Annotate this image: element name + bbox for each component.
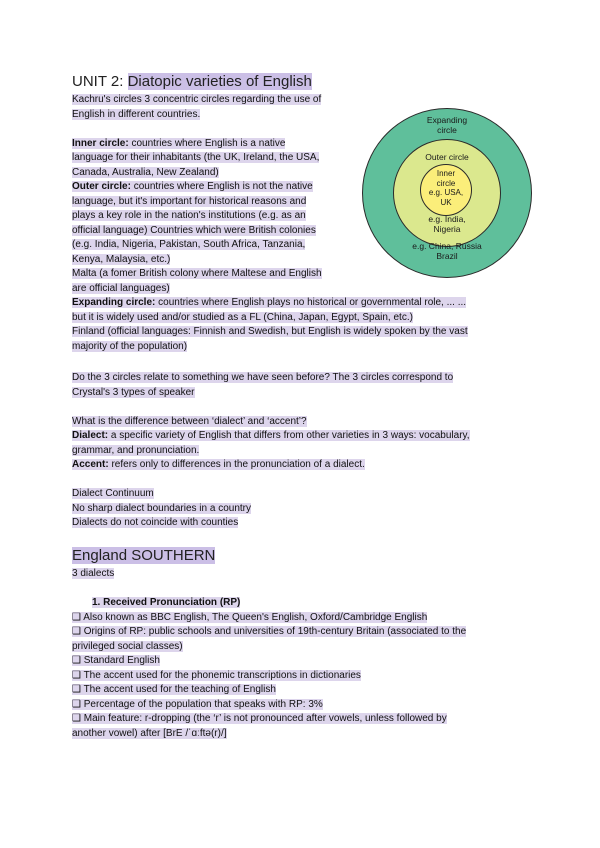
- unit-title: Diatopic varieties of English: [127, 73, 312, 90]
- outer-circle-line: are official languages): [72, 282, 170, 294]
- question-dialect-accent: What is the difference between ‘dialect’ and ‘accent’?: [72, 415, 307, 427]
- outer-circle-line: plays a key role in the nation's institutions (e.g. as an: [72, 210, 306, 221]
- kachru-intro-line: English in different countries.: [72, 108, 201, 120]
- outer-circle-label: Outer circle:: [72, 181, 131, 192]
- outer-circle-line: (e.g. India, Nigeria, Pakistan, South Africa, Tanzania,: [72, 239, 306, 250]
- rp-heading: 1. Received Pronunciation (RP): [92, 597, 241, 608]
- outer-circle-line: Kenya, Malaysia, etc.): [72, 253, 171, 265]
- england-title: England SOUTHERN: [72, 547, 216, 564]
- continuum-line: Dialects do not coincide with counties: [72, 517, 239, 528]
- accent-definition: refers only to differences in the pronunciation of a dialect.: [108, 459, 365, 470]
- inner-circle-line: countries where English is a native: [128, 137, 286, 149]
- outer-circle-line: language, but it's important for historical reasons and: [72, 195, 307, 207]
- rp-bullet: ❑ The accent used for the teaching of English: [72, 684, 276, 695]
- outer-circle-line: official language) Countries which were British colonies: [72, 224, 316, 236]
- dialect-definition: grammar, and pronunciation.: [72, 444, 200, 456]
- accent-label: Accent:: [72, 459, 109, 470]
- england-subtitle: 3 dialects: [72, 568, 115, 579]
- expanding-circle-label: Expanding circle:: [72, 297, 156, 308]
- question-circles-line: Do the 3 circles relate to something we have seen before? The 3 circles correspond to: [72, 372, 454, 383]
- rp-bullet: ❑ Origins of RP: public schools and universities of 19th-century Britain (associated to the: [72, 626, 467, 637]
- expanding-circle-caption: Expanding circle: [426, 115, 468, 135]
- rp-bullet: ❑ The accent used for the phonemic transcriptions in dictionaries: [72, 669, 361, 681]
- expanding-circle-line: majority of the population): [72, 340, 188, 352]
- unit-label: UNIT 2:: [72, 73, 124, 90]
- expanding-circle-line: Finland (official languages: Finnish and Swedish, but English is widely spoken by the vast: [72, 326, 468, 337]
- inner-circle-caption: Inner circle e.g. USA, UK: [428, 169, 464, 207]
- expanding-circle-line: but it is widely used and/or studied as a FL (China, Japan, Egypt, Spain, etc.): [72, 311, 413, 323]
- expanding-circle-line: countries where English plays no historical or governmental role, ... ...: [155, 297, 467, 308]
- kachru-intro-line: Kachru's circles 3 concentric circles regarding the use of: [72, 94, 322, 105]
- outer-circle-line: countries where English is not the native: [130, 181, 313, 192]
- inner-circle-label: Inner circle:: [72, 137, 129, 149]
- outer-circle-line: Malta (a fomer British colony where Maltese and English: [72, 268, 322, 279]
- rp-bullet: ❑ Percentage of the population that speaks with RP: 3%: [72, 698, 323, 710]
- continuum-line: No sharp dialect boundaries in a country: [72, 502, 251, 514]
- dialect-label: Dialect:: [72, 430, 109, 441]
- rp-bullet: privileged social classes): [72, 640, 183, 652]
- dialect-definition: a specific variety of English that differs from other varieties in 3 ways: vocabulary,: [108, 430, 470, 441]
- rp-bullet: ❑ Main feature: r-dropping (the ‘r’ is not pronounced after vowels, unless followed by: [72, 713, 447, 724]
- kachru-circles-diagram: [362, 108, 532, 278]
- question-circles-line: Crystal's 3 types of speaker: [72, 386, 195, 398]
- inner-circle-line: language for their inhabitants (the UK, Ireland, the USA,: [72, 152, 320, 163]
- outer-circle-caption: Outer circle: [425, 152, 469, 162]
- rp-bullet: another vowel) after [BrE /ˈɑːftə(r)/]: [72, 727, 227, 739]
- rp-bullet: ❑ Also known as BBC English, The Queen's English, Oxford/Cambridge English: [72, 611, 428, 623]
- unit-heading: [72, 72, 312, 91]
- expanding-circle-examples: e.g. China, Russia Brazil: [412, 241, 482, 261]
- outer-circle-examples: e.g. India, Nigeria: [428, 214, 466, 234]
- england-heading: [72, 546, 215, 565]
- rp-bullet: ❑ Standard English: [72, 655, 160, 666]
- inner-circle-line: Canada, Australia, New Zealand): [72, 166, 219, 178]
- continuum-line: Dialect Continuum: [72, 488, 154, 499]
